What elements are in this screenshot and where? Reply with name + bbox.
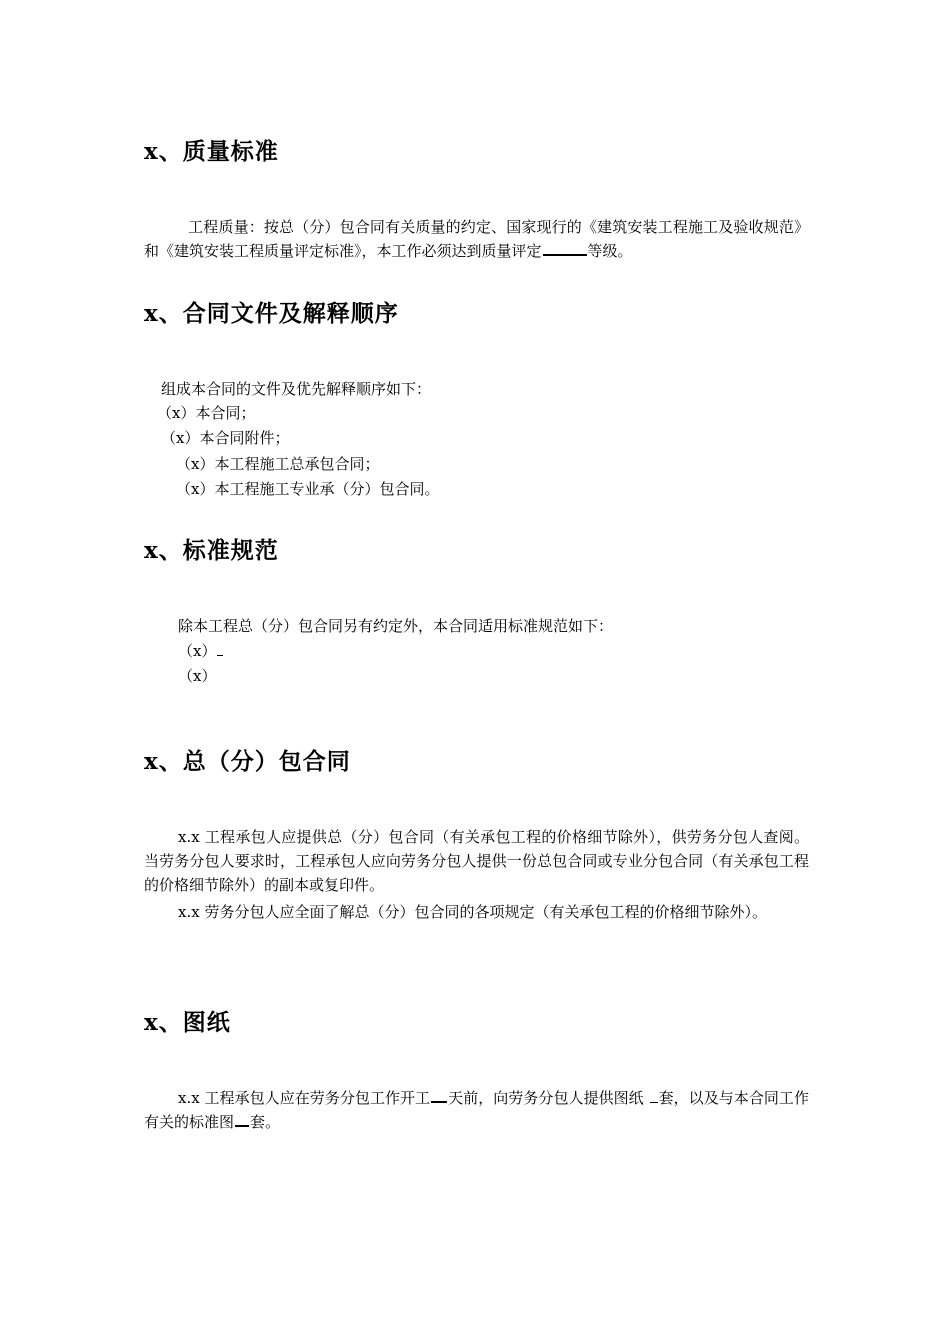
section-heading-quality: x、质量标准: [144, 138, 279, 165]
section-heading-standards: x、标准规范: [144, 537, 279, 564]
main-contract-text-2: x.x 劳务分包人应全面了解总（分）包合同的各项规定（有关承包工程的价格细节除外）。: [178, 903, 767, 921]
list-item: （x）本合同附件；: [161, 429, 290, 447]
main-contract-text-1: x.x 工程承包人应提供总（分）包合同（有关承包工程的价格细节除外），供劳务分包人查阅。当劳务分包人要求时，工程承包人应向劳务分包人提供一份总包合同或专业分包合同（有关承包工程的价格细节除外）的副本或复印件。: [144, 828, 809, 894]
section-heading-drawings: x、图纸: [144, 1009, 231, 1036]
list-item: （x）: [178, 667, 217, 685]
standard-sets-blank: [235, 1110, 249, 1127]
quality-grade-blank: [543, 239, 587, 256]
list-item: （x）本合同；: [157, 404, 256, 422]
list-item: [178, 639, 224, 663]
drawings-text-2: 天前，向劳务分包人提供图纸: [448, 1089, 644, 1107]
standards-blank: [217, 640, 223, 656]
main-contract-paragraph-1: [144, 825, 809, 897]
drawings-paragraph: [144, 1086, 809, 1134]
section-heading-main-contract: x、总（分）包合同: [144, 748, 351, 775]
section-heading-contract-documents: x、合同文件及解释顺序: [144, 300, 399, 327]
list-item: （x）本工程施工总承包合同；: [176, 455, 380, 473]
drawings-text-1: x.x 工程承包人应在劳务分包工作开工: [178, 1089, 431, 1107]
quality-text-end: 等级。: [587, 242, 633, 260]
documents-intro: 组成本合同的文件及优先解释顺序如下：: [161, 380, 432, 398]
quality-text: 工程质量：按总（分）包合同有关质量的约定、国家现行的《建筑安装工程施工及验收规范》和《建筑安装工程质量评定标准》，本工作必须达到质量评定: [144, 218, 809, 260]
sets-blank: [650, 1087, 658, 1103]
list-item: （x）本工程施工专业承（分）包合同。: [176, 480, 440, 498]
standards-item-label: （x）: [178, 642, 217, 660]
days-blank: [431, 1086, 447, 1103]
quality-paragraph: [144, 215, 809, 263]
drawings-text-3: 套，以及与本合同工作有关的标准图: [144, 1089, 809, 1131]
standards-intro: 除本工程总（分）包合同另有约定外，本合同适用标准规范如下：: [178, 617, 614, 635]
main-contract-paragraph-2: [144, 900, 809, 924]
drawings-text-4: 套。: [250, 1113, 281, 1131]
